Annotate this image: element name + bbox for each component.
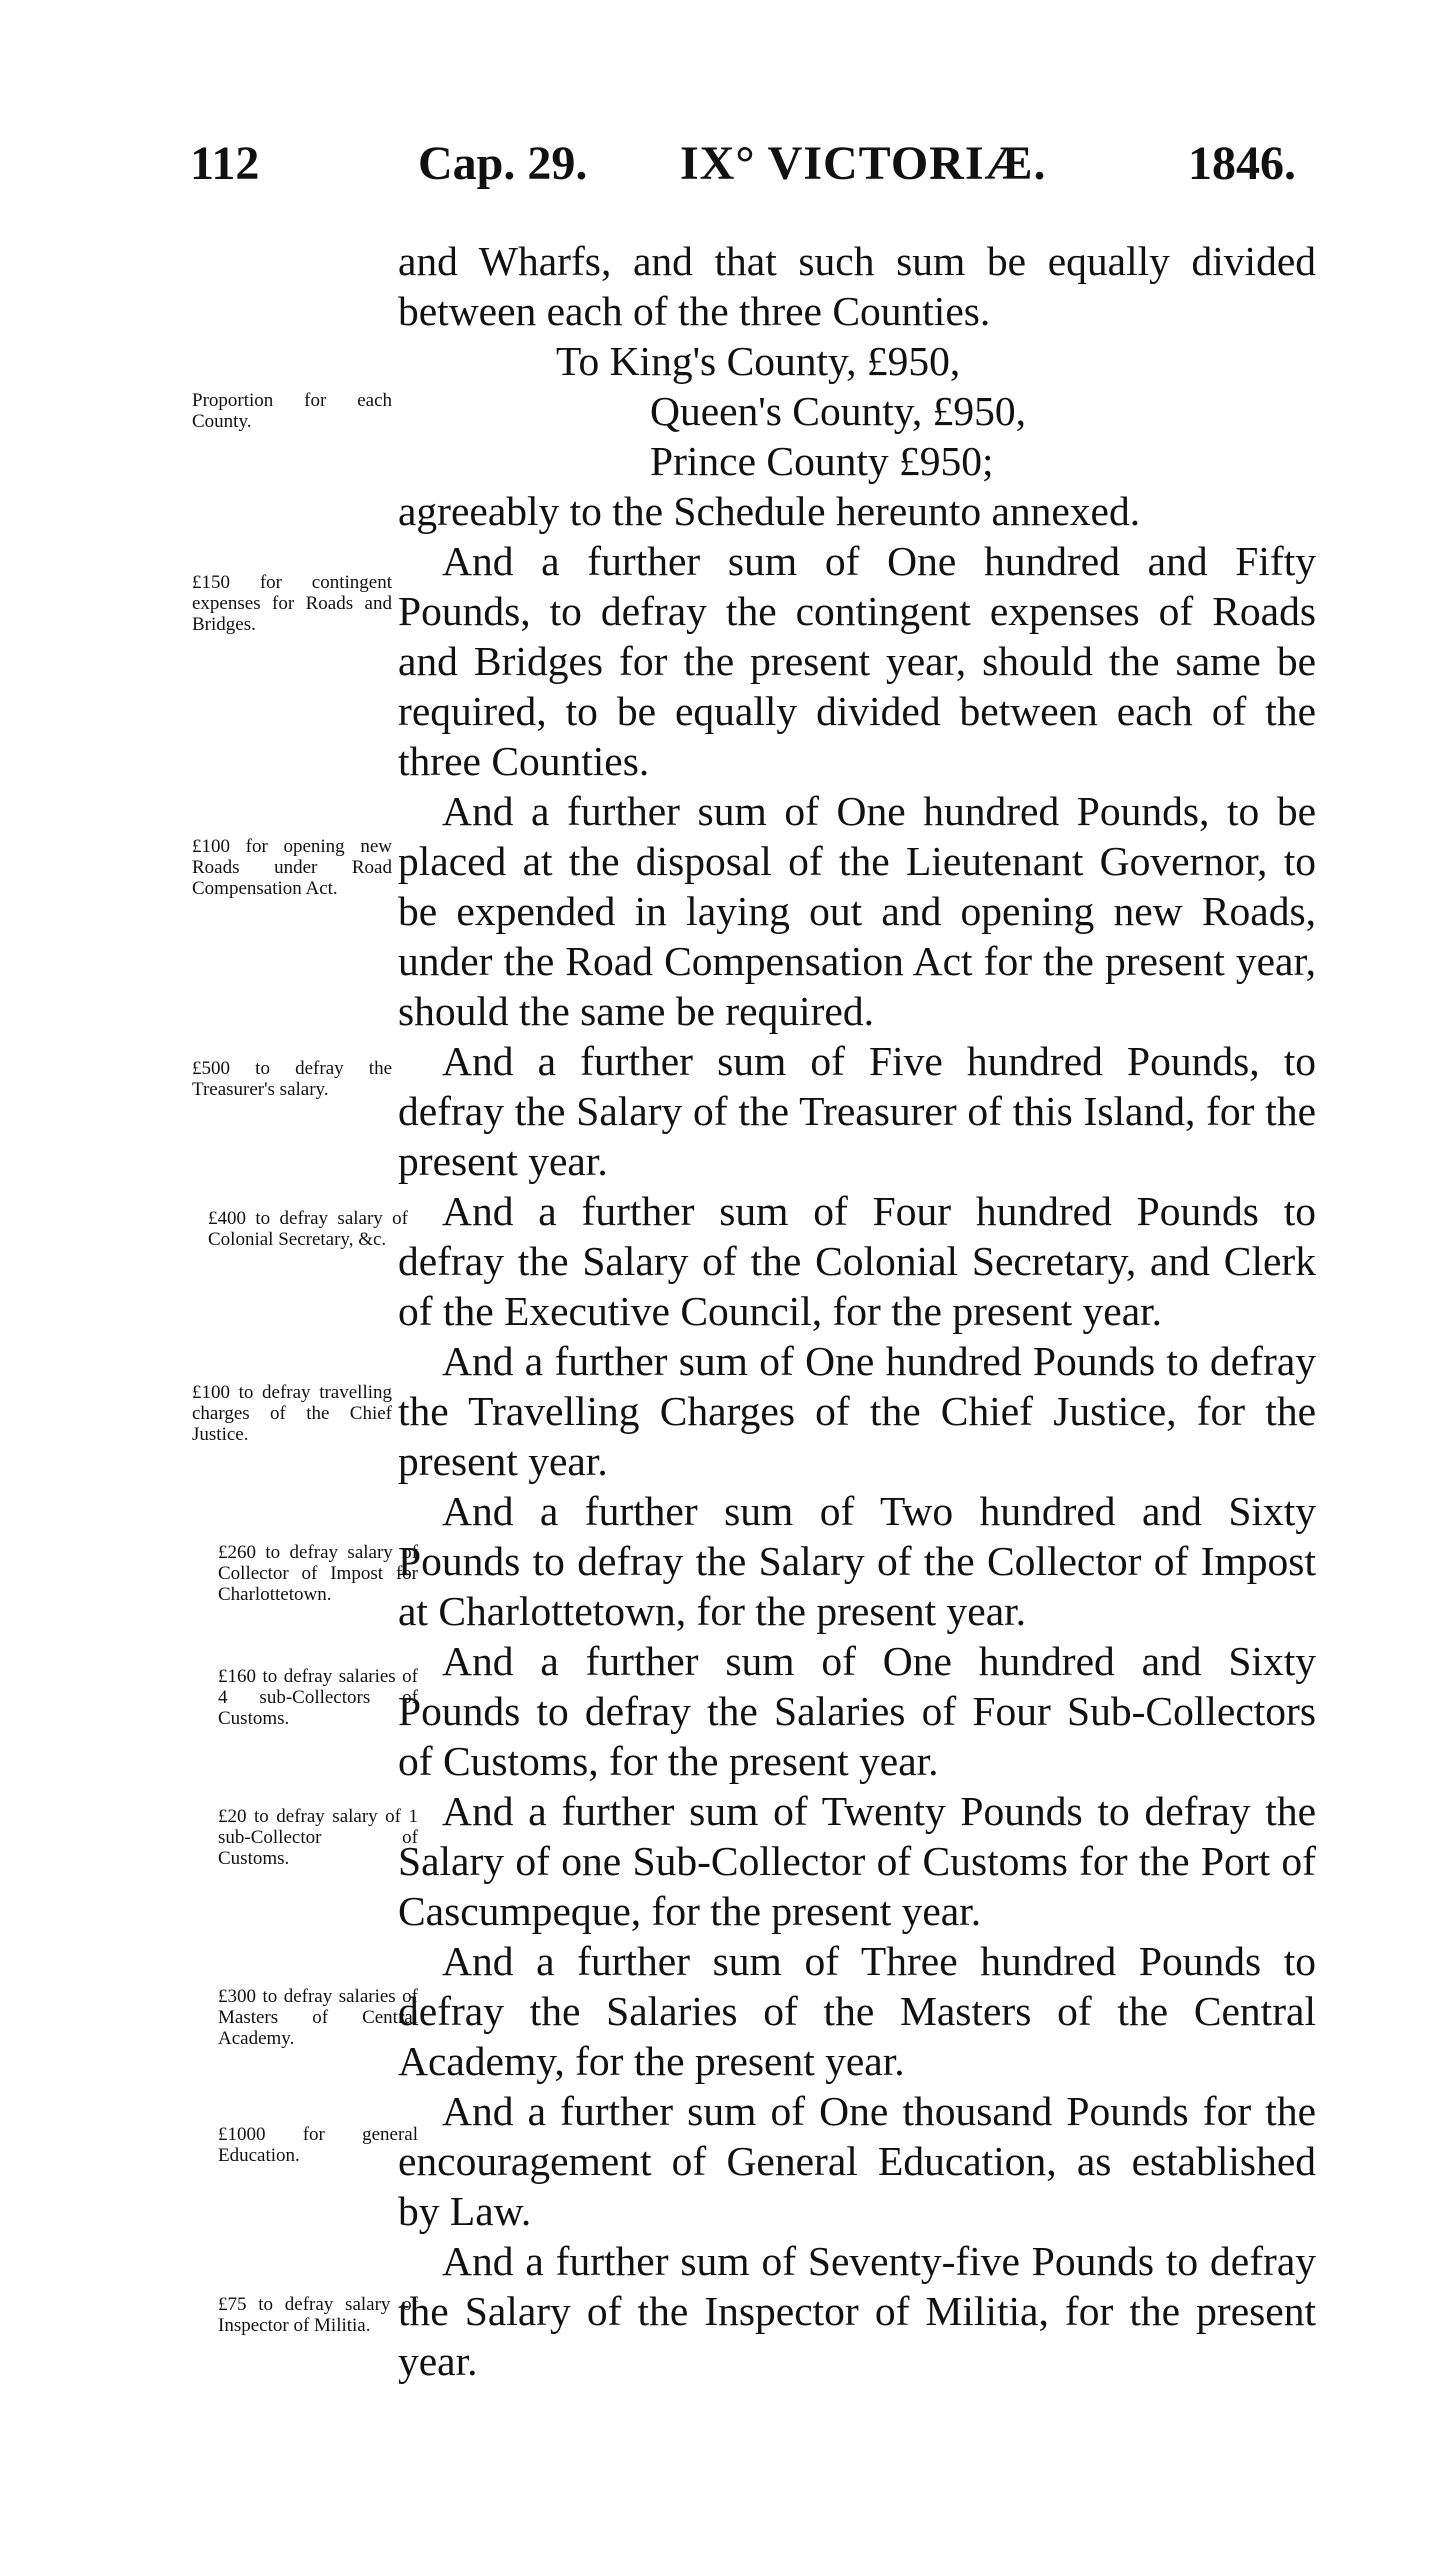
marginal-note: £20 to defray salary of 1 sub-Collector of Customs. (218, 1806, 418, 1869)
paragraph: And a further sum of One hundred and Sixty Pounds to defray the Salaries of Four Sub-Collectors of Customs, for the present year. (398, 1638, 1316, 1784)
marginal-note: £100 to defray travelling charges of the Chief Justice. (192, 1382, 392, 1445)
paragraph: And a further sum of Four hundred Pounds to defray the Salary of the Colonial Secretary, and Clerk of the Executive Council, for the present year. (398, 1188, 1316, 1334)
county-queens: Queen's County, £950, (650, 388, 1026, 434)
marginal-note: £160 to defray salaries of 4 sub-Collectors of Customs. (218, 1666, 418, 1729)
paragraph: And a further sum of One hundred Pounds to defray the Travelling Charges of the Chief Justice, for the present year. (398, 1338, 1316, 1484)
county-line (398, 436, 1316, 486)
year-label: 1846. (1188, 137, 1296, 190)
county-kings: To King's County, £950, (556, 338, 961, 384)
marginal-note: £500 to defray the Treasurer's salary. (192, 1058, 392, 1100)
paragraph: and Wharfs, and that such sum be equally divided between each of the three Counties. (398, 238, 1316, 334)
paragraph: And a further sum of Three hundred Pounds to defray the Salaries of the Masters of the Central Academy, for the present year. (398, 1938, 1316, 2084)
marginal-note: £1000 for general Education. (218, 2124, 418, 2166)
marginal-note: £260 to defray salary of Collector of Impost for Charlottetown. (218, 1542, 418, 1605)
paragraph: And a further sum of One hundred Pounds, to be placed at the disposal of the Lieutenant Governor, to be expended in laying out and opening new Roads, under the Road Compensation Act for the present year, should the same be required. (398, 788, 1316, 1034)
marginal-note: £100 for opening new Roads under Road Compensation Act. (192, 836, 392, 899)
paragraph: And a further sum of Two hundred and Sixty Pounds to defray the Salary of the Collector of Impost at Charlottetown, for the present year. (398, 1488, 1316, 1634)
page-number: 112 (190, 137, 260, 190)
marginal-notes (0, 0, 418, 2576)
paragraph: And a further sum of One hundred and Fifty Pounds, to defray the contingent expenses of Roads and Bridges for the present year, should the same be required, to be equally divided between each of the three Counties. (398, 538, 1316, 784)
reign-label: IX° VICTORIÆ. (680, 137, 1047, 190)
chapter-label: Cap. 29. (418, 137, 588, 190)
marginal-note: £400 to defray salary of Colonial Secretary, &c. (208, 1208, 408, 1250)
marginal-note: £300 to defray salaries of Masters of Central Academy. (218, 1986, 418, 2049)
paragraph: And a further sum of One thousand Pounds for the encouragement of General Education, as established by Law. (398, 2088, 1316, 2234)
paragraph: And a further sum of Five hundred Pounds, to defray the Salary of the Treasurer of this Island, for the present year. (398, 1038, 1316, 1184)
county-line (398, 386, 1316, 436)
marginal-note: Proportion for each County. (192, 390, 392, 432)
marginal-note: £75 to defray salary of Inspector of Militia. (218, 2294, 418, 2336)
paragraph: agreeably to the Schedule hereunto annexed. (398, 488, 1141, 534)
marginal-note: £150 for contingent expenses for Roads and Bridges. (192, 572, 392, 635)
body-text (398, 236, 1316, 2386)
paragraph: And a further sum of Twenty Pounds to defray the Salary of one Sub-Collector of Customs for the Port of Cascumpeque, for the present year. (398, 1788, 1316, 1934)
county-prince: Prince County £950; (650, 438, 994, 484)
county-line (398, 336, 1316, 386)
paragraph: And a further sum of Seventy-five Pounds to defray the Salary of the Inspector of Militia, for the present year. (398, 2238, 1316, 2384)
